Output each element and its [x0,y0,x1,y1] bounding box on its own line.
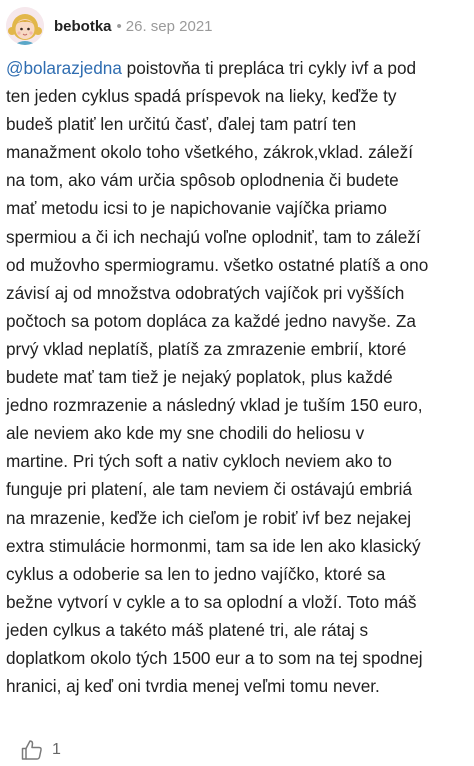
comment-line: extra stimulácie hormonmi, tam sa ide len ako klasický [6,535,421,556]
comment-text [6,54,468,700]
comment-line: budeš platiť len určitú časť, ďalej tam patrí ten [6,114,357,135]
comment-line: mať metodu icsi to je napichovanie vajíčka priamo [6,198,387,219]
comment-line-text: poistovňa ti prepláca tri cykly ivf a pod [121,58,417,78]
comment-line: ten jeden cyklus spadá príspevok na lieky, keďže ty [6,86,397,107]
comment-line: jedno rozmrazenie a následný vklad je tuším 150 euro, [6,395,423,416]
comment-line: spermiou a či ich nechajú voľne oplodniť, tam to záleží [6,226,421,247]
comment-line: počtoch sa potom dopláca za každé jedno navyše. Za [6,310,416,331]
comment-line: na mrazenie, keďže ich cieľom je robiť ivf bez nejakej [6,507,412,528]
comment-line: prvý vklad neplatíš, platíš za zmrazenie embrií, ktoré [6,338,407,359]
comment-line: bežne vytvorí v cykle a to sa oplodní a vloží. Toto máš [6,591,417,612]
author-name[interactable]: bebotka [54,17,112,35]
comment-line: cyklus a odoberie sa len to jedno vajíčko, ktoré sa [6,563,386,584]
comment-line: závisí aj od množstva odobratých vajíčok pri vyšších [6,282,405,303]
meta-separator: • [116,17,122,35]
comment-line: hranici, aj keď oni tvrdia menej veľmi tomu never. [6,676,380,697]
comment-line: doplatkom okolo tých 1500 eur a to som na tej spodnej [6,647,423,668]
comment-header [6,6,213,46]
user-mention-link[interactable]: @bolarazjedna [6,58,122,78]
comment-date: 26. sep 2021 [125,17,213,35]
avatar[interactable] [6,7,44,45]
comment-footer [20,738,61,762]
comment-line: ale neviem ako kde my sne chodili do heliosu v [6,423,365,444]
comment-line: funguje pri platení, ale tam neviem či ostávajú embriá [6,479,413,500]
comment-line: od mužovho spermiogramu. všetko ostatné platíš a ono [6,254,429,275]
comment-line: na tom, ako vám určia spôsob oplodnenia či budete [6,170,399,191]
thumbs-up-icon[interactable] [20,738,44,762]
comment-line: manažment okolo toho všetkého, zákrok,vklad. záleží [6,142,413,163]
comment-line: jeden cylkus a takéto máš platené tri, ale rátaj s [6,619,369,640]
comment-line [6,54,468,82]
comment-line: martine. Pri tých soft a nativ cykloch neviem ako to [6,451,392,472]
like-count: 1 [52,741,61,758]
comment-line: budete mať tam tiež je nejaký poplatok, plus každé [6,367,393,388]
